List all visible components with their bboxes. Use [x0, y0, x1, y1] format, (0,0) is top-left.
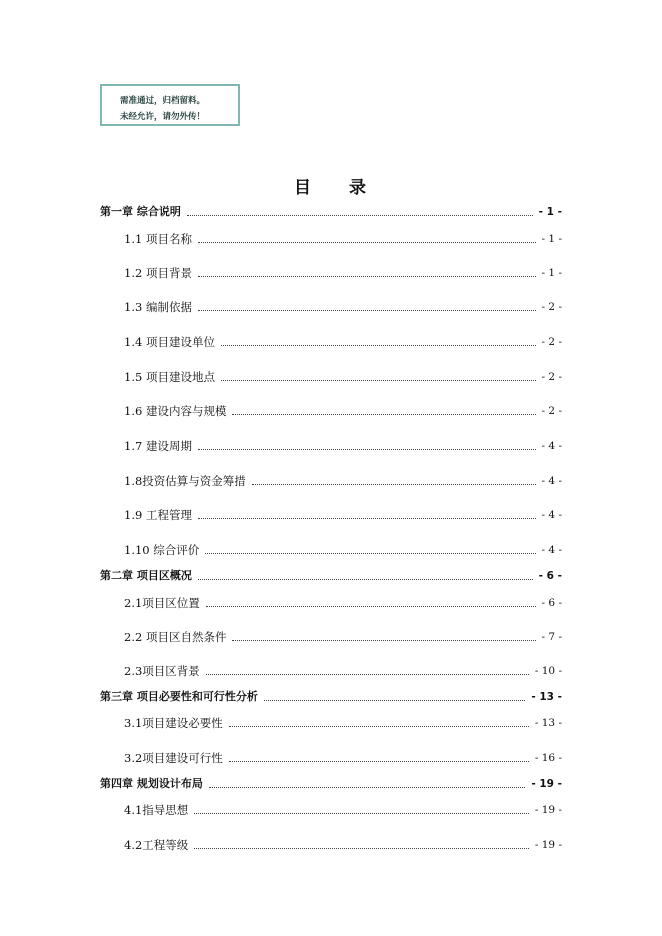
toc-entry-page: - 13 - — [531, 691, 562, 703]
toc-dot-leader — [221, 344, 536, 346]
toc-dot-leader — [198, 517, 536, 519]
toc-section-entry[interactable] — [124, 541, 562, 557]
toc-entry-label: 1.10 综合评价 — [124, 543, 200, 557]
toc-entry-page: - 7 - — [541, 631, 562, 643]
toc-entry-label: 1.4 项目建设单位 — [124, 335, 215, 349]
toc-dot-leader — [232, 413, 535, 415]
toc-section-entry[interactable] — [124, 333, 562, 349]
toc-section-entry[interactable] — [124, 264, 562, 280]
toc-entry-label: 第一章 综合说明 — [100, 205, 181, 218]
toc-entry-page: - 2 - — [541, 336, 562, 348]
toc-chapter-entry[interactable] — [100, 203, 562, 219]
toc-section-entry[interactable] — [124, 230, 562, 246]
toc-entry-label: 第二章 项目区概况 — [100, 569, 192, 582]
toc-entry-label: 1.9 工程管理 — [124, 508, 192, 522]
toc-section-entry[interactable] — [124, 402, 562, 418]
toc-dot-leader — [206, 673, 529, 675]
toc-chapter-entry[interactable] — [100, 688, 562, 704]
toc-entry-label: 第四章 规划设计布局 — [100, 777, 203, 790]
toc-entry-page: - 4 - — [541, 509, 562, 521]
toc-dot-leader — [187, 214, 533, 216]
toc-entry-page: - 10 - — [534, 665, 562, 677]
toc-entry-label: 第三章 项目必要性和可行性分析 — [100, 690, 258, 703]
toc-entry-page: - 13 - — [534, 717, 562, 729]
confidential-stamp — [100, 84, 240, 126]
toc-section-entry[interactable] — [124, 437, 562, 453]
toc-dot-leader — [229, 725, 529, 727]
toc-entry-page: - 2 - — [541, 301, 562, 313]
toc-dot-leader — [209, 786, 526, 788]
toc-entry-page: - 1 - — [541, 267, 562, 279]
toc-title — [0, 173, 662, 198]
toc-entry-page: - 6 - — [541, 597, 562, 609]
toc-entry-label: 1.1 项目名称 — [124, 232, 192, 246]
toc-entry-label: 2.2 项目区自然条件 — [124, 630, 227, 644]
toc-title-char-2: 录 — [349, 178, 368, 198]
toc-entry-label: 4.1指导思想 — [124, 803, 189, 817]
toc-entry-label: 3.1项目建设必要性 — [124, 716, 223, 730]
toc-dot-leader — [198, 578, 533, 580]
toc-entry-label: 4.2工程等级 — [124, 838, 189, 852]
toc-entry-label: 2.1项目区位置 — [124, 596, 200, 610]
toc-entry-label: 1.5 项目建设地点 — [124, 370, 215, 384]
toc-entry-label: 1.7 建设周期 — [124, 439, 192, 453]
toc-chapter-entry[interactable] — [100, 775, 562, 791]
toc-section-entry[interactable] — [124, 714, 562, 730]
toc-section-entry[interactable] — [124, 594, 562, 610]
toc-entry-label: 1.2 项目背景 — [124, 266, 192, 280]
toc-entry-page: - 6 - — [538, 570, 562, 582]
stamp-line-2: 未经允许，请勿外传！ — [120, 112, 206, 122]
toc-dot-leader — [252, 483, 536, 485]
toc-section-entry[interactable] — [124, 298, 562, 314]
toc-entry-label: 2.3项目区背景 — [124, 664, 200, 678]
toc-entry-page: - 2 - — [541, 405, 562, 417]
toc-entry-page: - 19 - — [534, 839, 562, 851]
toc-entry-page: - 19 - — [531, 778, 562, 790]
stamp-line-1: 需准通过，归档留料。 — [120, 96, 206, 106]
toc-dot-leader — [198, 241, 536, 243]
toc-section-entry[interactable] — [124, 801, 562, 817]
toc-entry-page: - 1 - — [541, 233, 562, 245]
toc-dot-leader — [229, 760, 529, 762]
toc-dot-leader — [198, 309, 536, 311]
toc-entry-page: - 1 - — [538, 206, 562, 218]
toc-dot-leader — [198, 448, 536, 450]
toc-dot-leader — [264, 699, 526, 701]
toc-entry-page: - 2 - — [541, 371, 562, 383]
toc-entry-label: 1.6 建设内容与规模 — [124, 404, 227, 418]
toc-section-entry[interactable] — [124, 836, 562, 852]
toc-entry-page: - 4 - — [541, 440, 562, 452]
toc-section-entry[interactable] — [124, 628, 562, 644]
toc-section-entry[interactable] — [124, 749, 562, 765]
toc-dot-leader — [221, 379, 536, 381]
toc-entry-page: - 4 - — [541, 475, 562, 487]
toc-entry-label: 3.2项目建设可行性 — [124, 751, 223, 765]
toc-entry-label: 1.8投资估算与资金筹措 — [124, 474, 246, 488]
toc-dot-leader — [205, 552, 535, 554]
toc-section-entry[interactable] — [124, 506, 562, 522]
toc-section-entry[interactable] — [124, 368, 562, 384]
toc-dot-leader — [194, 847, 529, 849]
toc-dot-leader — [232, 639, 535, 641]
toc-section-entry[interactable] — [124, 472, 562, 488]
toc-entry-label: 1.3 编制依据 — [124, 300, 192, 314]
toc-entry-page: - 16 - — [534, 752, 562, 764]
toc-dot-leader — [206, 605, 536, 607]
toc-entry-page: - 19 - — [534, 804, 562, 816]
toc-title-char-1: 目 — [294, 178, 313, 198]
toc-chapter-entry[interactable] — [100, 567, 562, 583]
toc-dot-leader — [198, 275, 536, 277]
toc-entry-page: - 4 - — [541, 544, 562, 556]
toc-section-entry[interactable] — [124, 662, 562, 678]
toc-dot-leader — [194, 812, 529, 814]
